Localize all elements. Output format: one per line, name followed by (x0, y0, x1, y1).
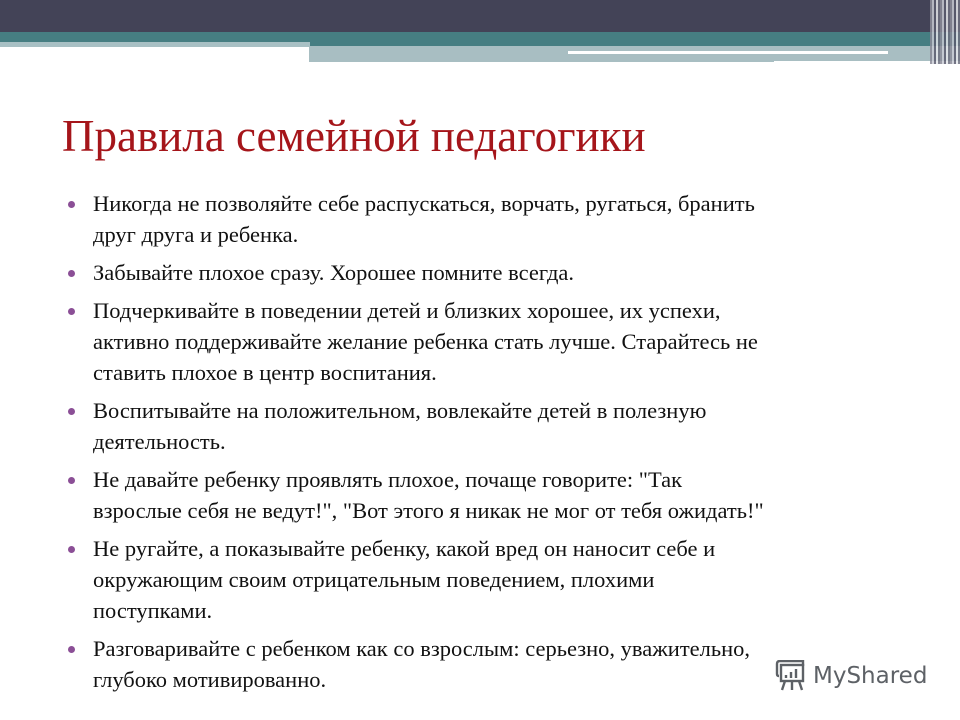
header-vertical-stripes (930, 0, 960, 64)
bullet-dot-icon (68, 201, 75, 208)
item-line: друг друга и ребенка. (93, 222, 299, 247)
bullet-dot-icon (68, 546, 75, 553)
bullet-dot-icon (68, 308, 75, 315)
item-line: окружающим своим отрицательным поведением, плохими (93, 567, 655, 592)
item-line: ставить плохое в центр воспитания. (93, 360, 437, 385)
item-line: активно поддерживайте желание ребенка стать лучше. Старайтесь не (93, 329, 758, 354)
item-line: Никогда не позволяйте себе распускаться, ворчать, ругаться, бранить (93, 191, 755, 216)
item-line: Не ругайте, а показывайте ребенку, какой вред он наносит себе и (93, 536, 716, 561)
list-item (66, 464, 926, 526)
watermark-text: MyShared (813, 663, 928, 689)
item-line: поступками. (93, 598, 213, 623)
list-item (66, 533, 926, 626)
item-line: Не давайте ребенку проявлять плохое, почаще говорите: "Так (93, 467, 683, 492)
item-line: Разговаривайте с ребенком как со взрослым: серьезно, уважительно, (93, 636, 751, 661)
myshared-watermark[interactable] (773, 660, 927, 692)
bullet-dot-icon (68, 477, 75, 484)
list-item (66, 395, 926, 457)
item-line: глубоко мотивированно. (93, 667, 327, 692)
item-line: Забывайте плохое сразу. Хорошее помните всегда. (93, 260, 575, 285)
header-white-line (568, 51, 888, 54)
bullet-dot-icon (68, 270, 75, 277)
item-line: Подчеркивайте в поведении детей и близких хорошее, их успехи, (93, 298, 721, 323)
item-line: деятельность. (93, 429, 226, 454)
rules-list (66, 188, 926, 702)
header-light-strip-left (0, 42, 310, 47)
list-item (66, 188, 926, 250)
list-item (66, 257, 926, 288)
header-light-band-right (309, 46, 960, 62)
header-dark-band (0, 0, 960, 32)
presentation-board-icon (773, 660, 807, 692)
list-item (66, 295, 926, 388)
slide-title: Правила семейной педагогики (62, 111, 646, 161)
bullet-dot-icon (68, 646, 75, 653)
item-line: Воспитывайте на положительном, вовлекайте детей в полезную (93, 398, 707, 423)
bullet-dot-icon (68, 408, 75, 415)
item-line: взрослые себя не ведут!", "Вот этого я никак не мог от тебя ожидать!" (93, 498, 764, 523)
